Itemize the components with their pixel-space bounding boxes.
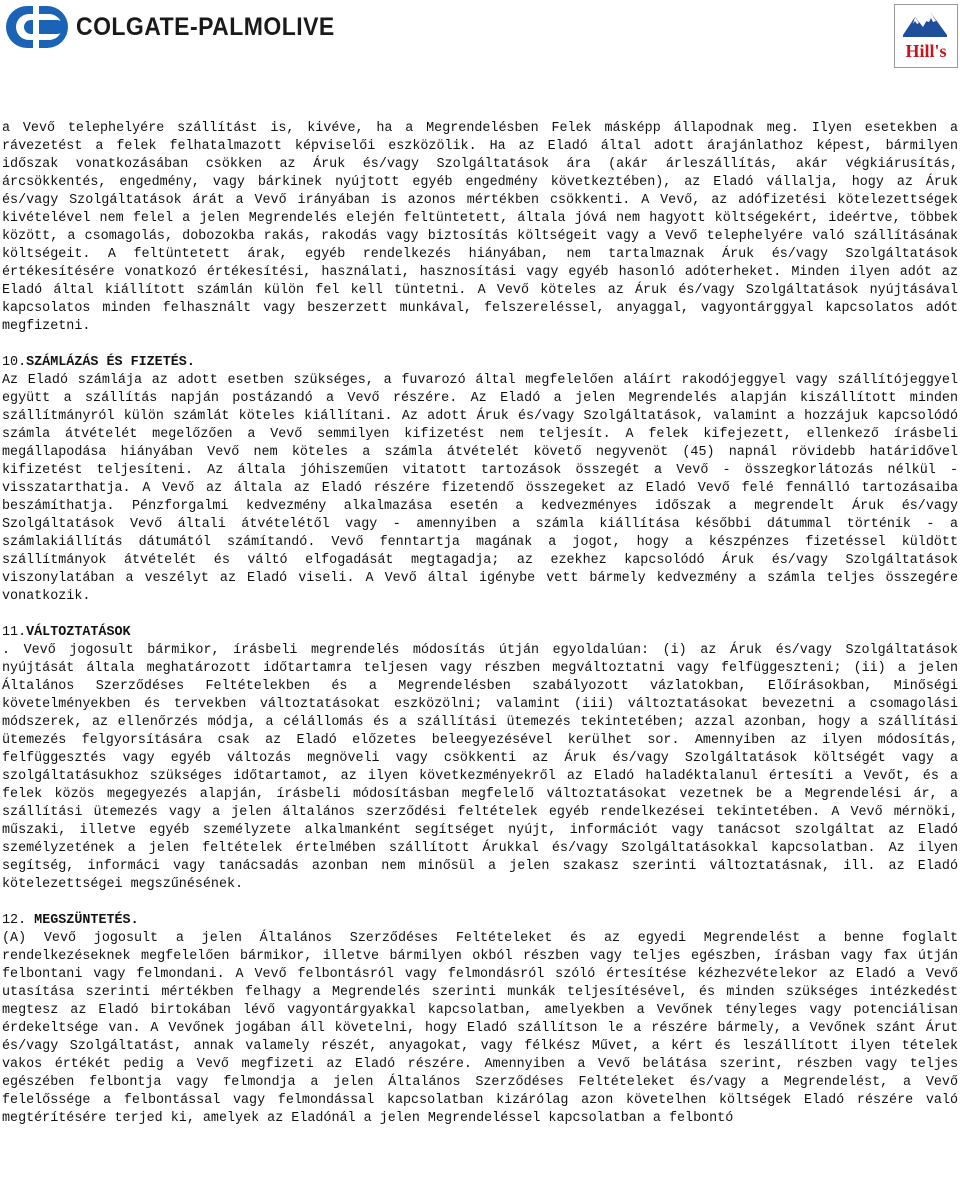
section-10-number: 10. [2,355,27,370]
section-12-heading [2,912,958,930]
page-header [0,0,960,80]
section-12-number: 12. [2,913,35,928]
section-11-title: VÁLTOZTATÁSOK [26,625,131,640]
section-10-title: SZÁMLÁZÁS ÉS FIZETÉS. [26,355,195,370]
hills-mountain-icon [895,5,957,45]
section-11-body: . Vevő jogosult bármikor, írásbeli megrendelés módosítás útján egyoldalúan: (i) az Áruk és/vagy Szolgáltatások nyújtását általa meghatározott időtartamra teljesen vagy részben megváltoztatni vagy felfüggeszteni; (ii) a jelen Általános Szerződéses Feltételekben és a Megrendelésben szabályozott vázlatokban, Előírásokban, Minőségi követelményekben és tervekben változtatásokat eszközölni; valamint (iii) változtatásokat bevezetni a csomagolási módszerek, az ellenőrzés módja, a célállomás és a szállítási ütemezés tekintetében; azzal azonban, hogy a szállítási ütemezés felgyorsítására csak az Eladó előzetes beleegyezésével kerülhet sor. Amennyiben az ilyen módosítás, felfüggesztés vagy egyéb változás megnöveli vagy csökkenti az Áruk és/vagy Szolgáltatások költségét vagy a szolgáltatásukhoz szükséges időtartamot, az ilyen következményekről az Eladó haladéktalanul értesíti a Vevőt, és a felek közös megegyezés alapján, írásbeli módosításban megfelelő változtatásokat vezetnek be a Megrendelési ár, a szállítási ütemezés vagy a jelen általános szerződési feltételek egyéb rendelkezései tekintetében. A Vevő mérnöki, műszaki, illetve egyéb személyzete alkalmanként segítséget nyújt, információt vagy tanácsot szolgáltat az Eladó személyzetének a jelen feltételek értelmében szállított Árukkal és/vagy Szolgáltatásokkal kapcsolatban. Az ilyen segítség, informáci vagy tanácsadás azonban nem minősül a jelen szakasz szerinti változtatásnak, ill. az Eladó kötelezettségei megszűnésének. [2,643,958,892]
section-10-body: Az Eladó számlája az adott esetben szükséges, a fuvarozó által megfelelően aláírt rakodójeggyel vagy szállítójeggyel együtt a szállítás napján postázandó a Vevő részére. Az Eladó a jelen Megrendelés alapján kiszállított minden szállítmányról külön számlát köteles kiállítani. Az adott Áruk és/vagy Szolgáltatások, valamint a hozzájuk kapcsolódó számla átvételét megelőzően a Vevő semmilyen kifizetést nem teljesít. A felek kifejezett, ellenkező írásbeli megállapodása hiányában Vevő nem köteles a számla átvételét követő negyvenöt (45) napnál rövidebb határidővel kifizetést teljesíteni. Az általa jóhiszeműen vitatott tartozások összegét a Vevő - összegkorlátozás nélkül - visszatarthatja. A Vevő az általa az Eladó részére fizetendő összegeket az Eladó Vevő felé fennálló tartozásaiba beszámíthatja. Pénzforgalmi kedvezmény alkalmazása esetén a kedvezményes időszak a megrendelt Áruk és/vagy Szolgáltatások Vevő általi átvételétől vagy - amennyiben a számla kiállítása későbbi dátummal történik - a számlakiállítás dátumától számítandó. Vevő fenntartja magának a jogot, hogy a készpénzes fizetéssel küldött szállítmányok átvételét és váltó elfogadását megtagadja; az ezekhez kapcsolódó Áruk és/vagy Szolgáltatások viszonylatában a veszélyt az Eladó viseli. A Vevő által igénybe vett bármely kedvezmény a számla teljes összegére vonatkozik. [2,373,958,604]
section-10-heading [2,354,958,372]
hills-logo [894,4,958,68]
hills-logo-text: Hill's [905,41,947,61]
section-12-title: MEGSZÜNTETÉS. [34,913,139,928]
section-11-heading [2,624,958,642]
section-12-body: (A) Vevő jogosult a jelen Általános Szerződéses Feltételeket és az egyedi Megrendelést a benne foglalt rendelkezéseknek megfelelően bármikor, illetve bármilyen okból részben vagy teljes egészben, írásban vagy fax útján felbontani vagy felmondani. A Vevő felbontásról vagy felmondásról szóló értesítése kézhezvételekor az Eladó a Vevő utasítása szerinti mértékben felhagy a Megrendelés szerinti munkák teljesítésével, és minden szükséges intézkedést megtesz az Eladó birtokában lévő vagyontárgyakkal kapcsolatban, amelyekben a Vevőnek tényleges vagy potenciálisan érdekeltsége van. A Vevőnek jogában áll követelni, hogy Eladó szállítson le a részére bármely, a Vevőnek szánt Árut és/vagy Szolgáltatást, annak valamely részét, anyagokat, vagy félkész Művet, a kért és leszállított ilyen tételek vakos értékét pedig a Vevő megfizeti az Eladó részére. Amennyiben a Vevő belátása szerint, részben vagy teljes egészében felbontja vagy felmondja a jelen Általános Szerződéses Feltételeket és/vagy a Megrendelést, a Vevő felelőssége a felbontással vagy felmondással kapcsolatban kizárólag azon követelhen költségek Eladó részére való megtérítésére terjed ki, amelyek az Eladónál a jelen Megrendeléssel kapcsolatban a felbontó [2,931,958,1126]
document-body [2,120,958,1128]
colgate-swoosh-icon [6,6,68,48]
intro-paragraph: a Vevő telephelyére szállítást is, kivéve, ha a Megrendelésben Felek másképp állapodnak meg. Ilyen esetekben a rávezetést a felek felhatalmazott képviselői eszközölik. Ha az Eladó által adott árajánlathoz képest, bármilyen időszak vonatkozásában csökken az Áruk és/vagy Szolgáltatások ára (akár árleszállítás, akár végkiárusítás, árcsökkentés, engedmény, vagy bárkinek nyújtott egyéb engedmény következtében), az Eladó vállalja, hogy az Áruk és/vagy Szolgáltatások árát a Vevő irányában is azonos mértékben csökkenti. A Vevő, az adófizetési kötelezettségek kivételével nem felel a jelen Megrendelés elején feltüntetett, általa jóvá nem hagyott költségekért, ideértve, többek között, a csomagolás, dobozokba rakás, rakodás vagy biztosítás költségeit vagy a Vevő telephelyére való szállításának költségeit. A feltüntetett árak, egyéb rendelkezés hiányában, nem tartalmaznak Áruk és/vagy Szolgáltatások értékesítésére vonatkozó értékesítési, használati, hasznosítási vagy egyéb hasonló adóterheket. Minden ilyen adót az Eladó által kiállított számlán külön fel kell tüntetni. A Vevő köteles az Áruk és/vagy Szolgáltatások nyújtásával kapcsolatos minden felhasznált vagy beszerzett munkával, felszereléssel, anyaggal, vagyontárggyal kapcsolatos adót megfizetni. [2,121,958,334]
colgate-logo-text: COLGATE-PALMOLIVE [76,12,335,41]
colgate-palmolive-logo [6,6,357,48]
section-11-number: 11. [2,625,27,640]
